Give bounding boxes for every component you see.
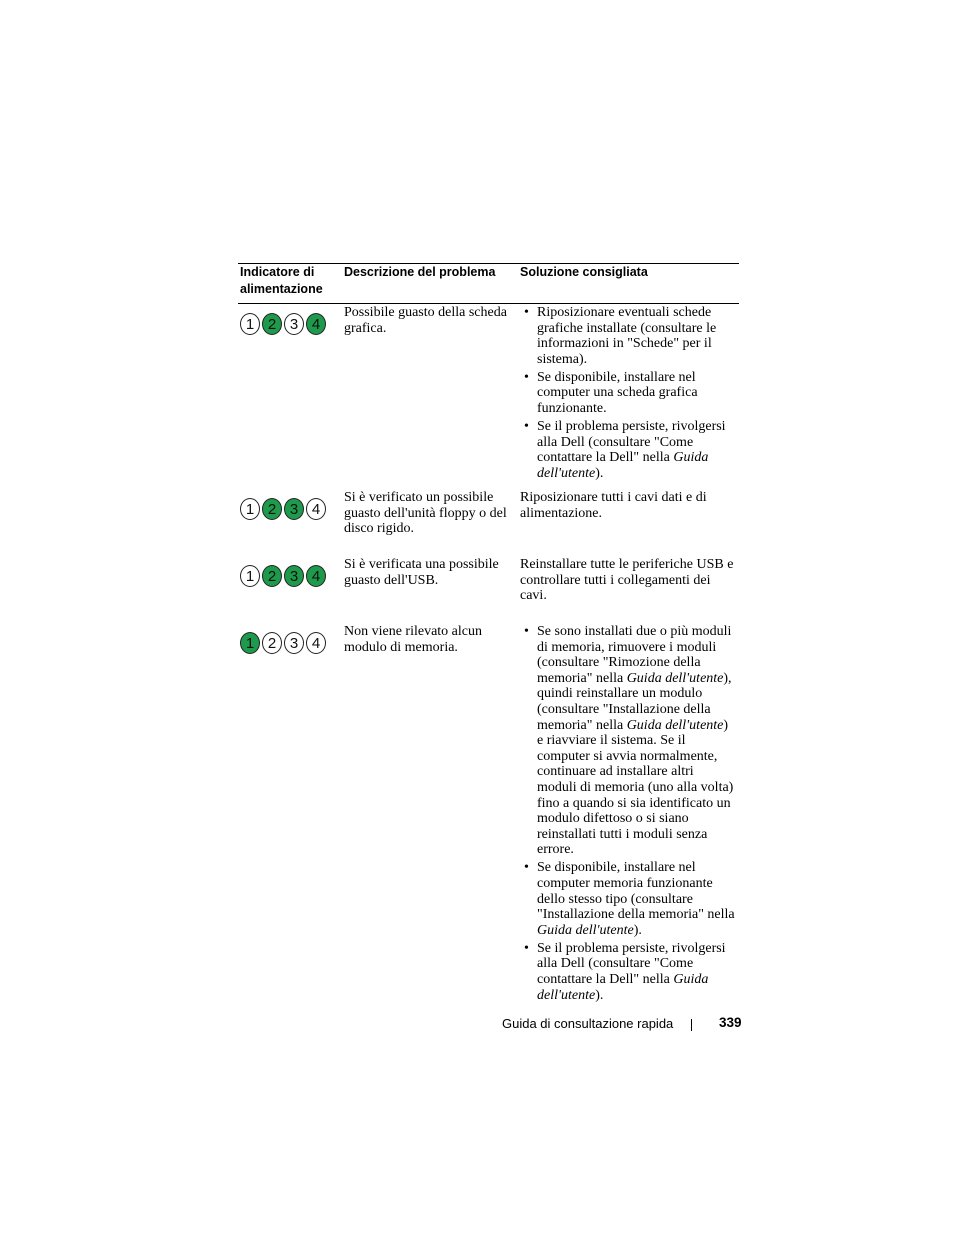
row-4-bullet-1-text: ) e riavviare il sistema. Se il computer si avvia normalmente, continuare ad installare altri moduli di memoria (uno alla volta) fino a quando si sia identificato un modulo difettoso o si siano reinstallati tutti i moduli senza errore.	[537, 717, 734, 858]
row-4-bullet-3	[520, 941, 735, 1003]
power-light-1: 1	[240, 498, 260, 520]
power-light-2: 2	[262, 498, 282, 520]
power-indicator-row-3	[240, 565, 326, 587]
row-4-bullet-2	[520, 860, 735, 938]
row-1-bullet-3-tail: ).	[595, 465, 604, 481]
table-header-rule	[238, 303, 739, 304]
power-indicator-row-2	[240, 498, 326, 520]
power-light-1: 1	[240, 565, 260, 587]
power-indicator-row-4	[240, 632, 326, 654]
power-light-3: 3	[284, 498, 304, 520]
row-1-bullet-1: • Riposizionare eventuali schede grafiche installate (consultare le informazioni in "Schede" per il sistema).	[520, 305, 735, 367]
row-4-bullet-3-italic: Guida dell'utente	[537, 972, 709, 1003]
row-1-bullet-3	[520, 419, 735, 481]
row-4-bullet-list	[520, 624, 735, 1003]
header-description: Descrizione del problema	[344, 265, 496, 279]
power-light-2: 2	[262, 632, 282, 654]
power-light-2: 2	[262, 313, 282, 335]
row-4-bullet-1	[520, 624, 735, 858]
row-4-bullet-2-italic: Guida dell'utente	[537, 922, 634, 938]
power-light-1: 1	[240, 632, 260, 654]
row-4-bullet-1-text: Se sono installati due o più moduli di memoria, rimuovere i moduli (consultare "Rimozione della memoria" nella	[537, 624, 732, 686]
row-1-bullet-3-italic: Guida dell'utente	[537, 450, 709, 481]
power-light-4: 4	[306, 313, 326, 335]
row-4-bullet-3-text: Se il problema persiste, rivolgersi alla Dell (consultare "Come contattare la Dell" nella	[537, 940, 726, 988]
row-2-description: Si è verificato un possibile guasto dell'unità floppy o del disco rigido.	[344, 490, 507, 537]
row-4-description: Non viene rilevato alcun modulo di memoria.	[344, 624, 483, 655]
row-4-solution	[520, 624, 735, 1006]
row-1-bullet-3-text: Se il problema persiste, rivolgersi alla Dell (consultare "Come contattare la Dell" nella	[537, 419, 726, 466]
row-4-bullet-3-text: ).	[595, 987, 604, 1003]
page-number: 339	[719, 1015, 742, 1030]
power-light-4: 4	[306, 498, 326, 520]
power-light-3: 3	[284, 313, 304, 335]
row-1-bullet-2: • Se disponibile, installare nel computer una scheda grafica funzionante.	[520, 370, 735, 417]
power-indicator-row-1	[240, 313, 326, 335]
power-light-1: 1	[240, 313, 260, 335]
row-2-solution: Riposizionare tutti i cavi dati e di alimentazione.	[520, 490, 707, 521]
footer-separator	[691, 1019, 692, 1031]
row-4-bullet-1-italic: Guida dell'utente	[626, 717, 724, 733]
power-light-3: 3	[284, 565, 304, 587]
footer-title: Guida di consultazione rapida	[502, 1016, 674, 1031]
power-light-3: 3	[284, 632, 304, 654]
row-1-description: Possibile guasto della scheda grafica.	[344, 305, 507, 336]
row-4-bullet-1-text: ), quindi reinstallare un modulo (consultare "Installazione della memoria" nella	[537, 670, 732, 733]
row-3-solution: Reinstallare tutte le periferiche USB e controllare tutti i collegamenti dei cavi.	[520, 557, 734, 604]
row-1-solution	[520, 305, 735, 484]
power-light-4: 4	[306, 565, 326, 587]
header-solution: Soluzione consigliata	[520, 265, 648, 279]
header-indicator: Indicatore di alimentazione	[240, 265, 323, 296]
power-light-2: 2	[262, 565, 282, 587]
row-4-bullet-2-text: Se disponibile, installare nel computer memoria funzionante dello stesso tipo (consultare "Installazione della memoria" nella	[537, 860, 735, 923]
row-4-bullet-2-text: ).	[633, 922, 642, 938]
power-light-4: 4	[306, 632, 326, 654]
row-3-description: Si è verificata una possibile guasto dell'USB.	[344, 557, 499, 588]
row-4-bullet-1-italic: Guida dell'utente	[626, 670, 724, 686]
